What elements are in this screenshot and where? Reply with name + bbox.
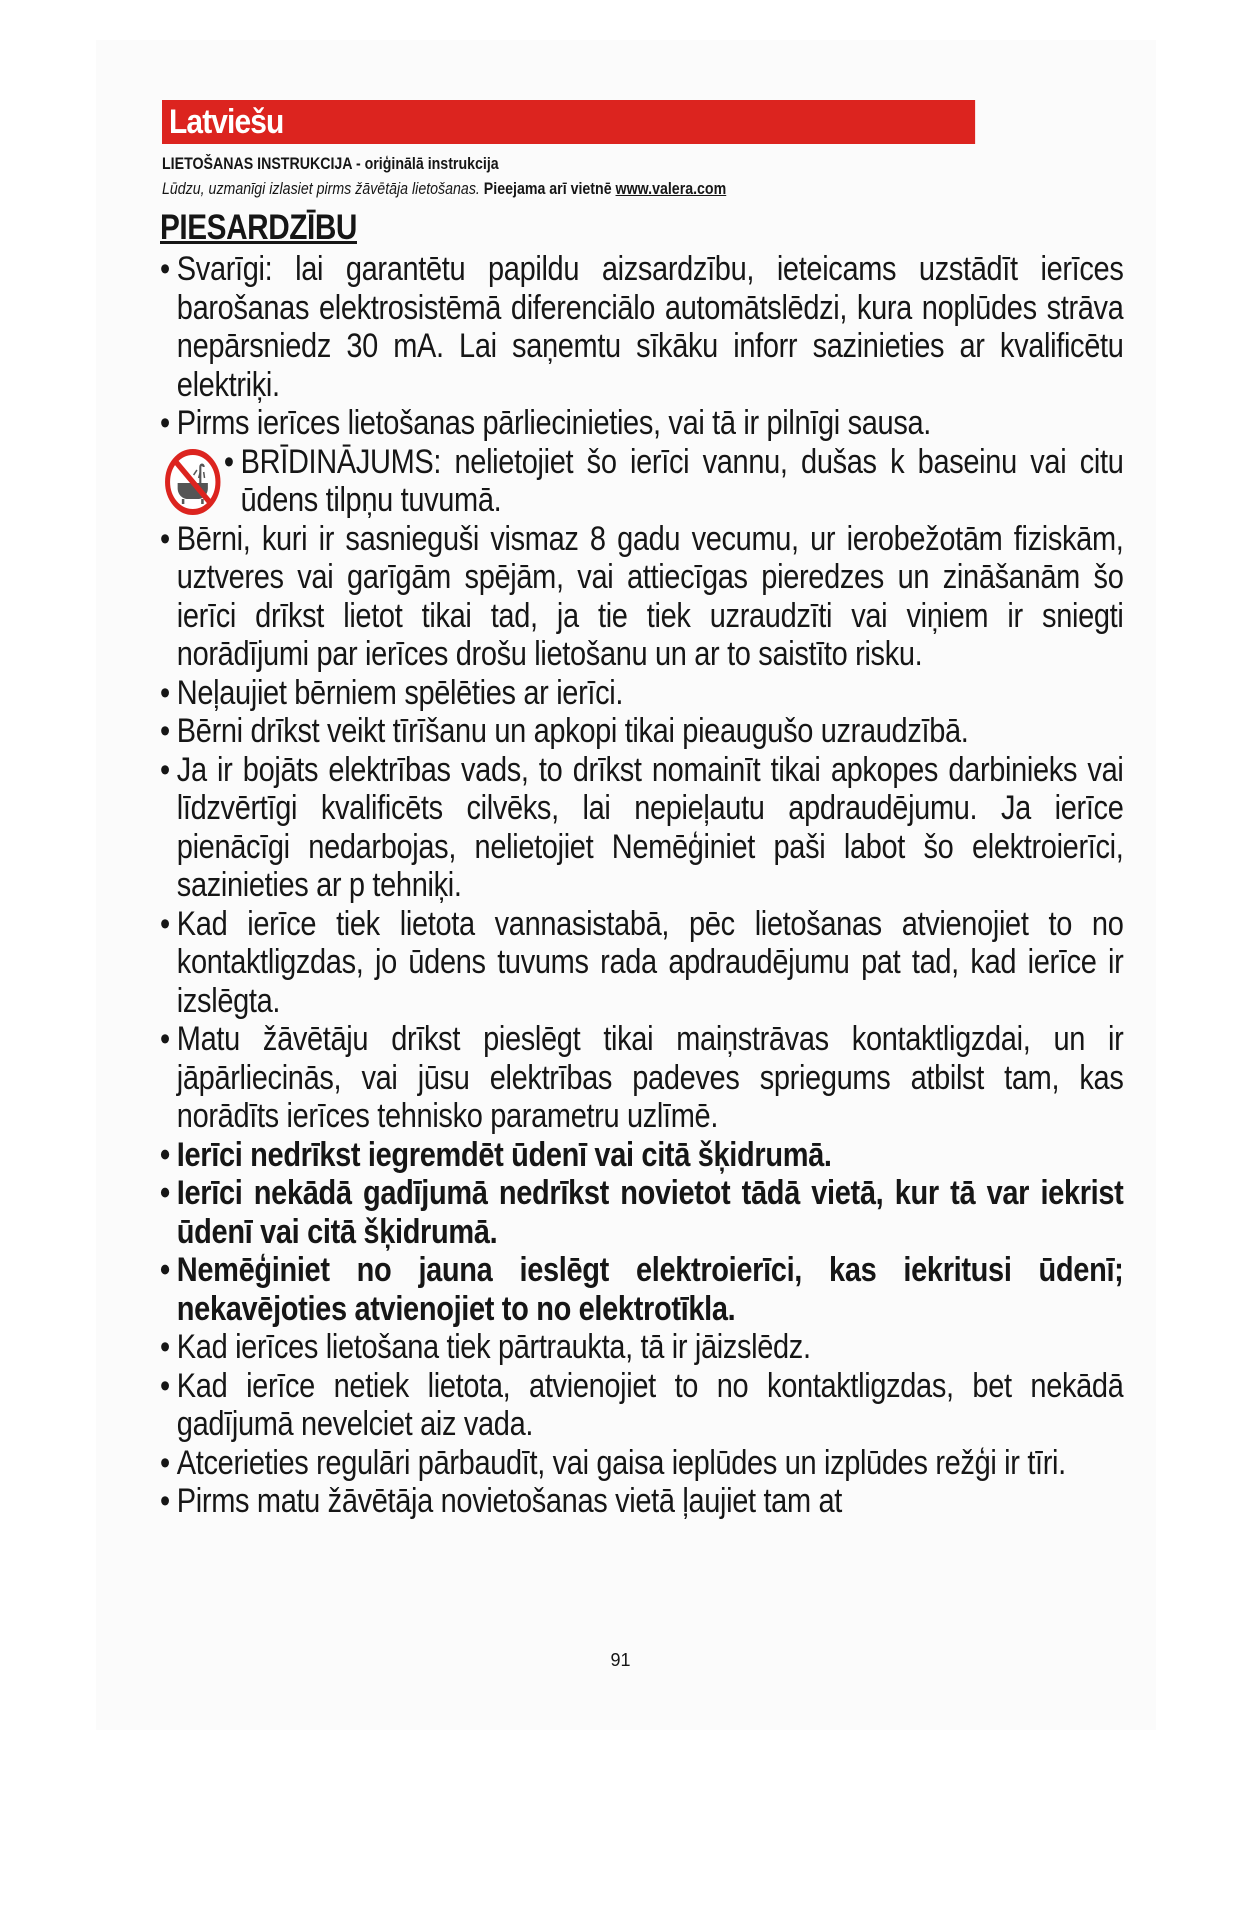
list-item: • Kad ierīces lietošana tiek pārtraukta, tā ir jāizslēdz. [160,1328,1123,1367]
section-title: PIESARDZĪBU [160,208,357,247]
warning-text: BRĪDINĀJUMS: nelietojiet šo ierīci vannu, dušas k baseinu vai citu ūdens tilpņu tuvumā. [240,442,1124,519]
list-item: • Atcerieties regulāri pārbaudīt, vai gaisa ieplūdes un izplūdes režģi ir tīri. [160,1444,1123,1483]
list-item: • Bērni drīkst veikt tīrīšanu un apkopi tikai pieaugušo uzraudzībā. [160,712,1123,751]
list-item-bold: • Ierīci nekādā gadījumā nedrīkst novietot tādā vietā, kur tā var iekrist ūdenī vai citā šķidrumā. [160,1174,1123,1251]
precautions-list [160,250,1123,1930]
no-bath-prohibition-icon [163,447,222,517]
list-item-bold: • Ierīci nedrīkst iegremdēt ūdenī vai citā šķidrumā. [160,1136,1123,1175]
list-item: • Neļaujiet bērniem spēlēties ar ierīci. [160,674,1123,713]
website-link[interactable]: www.valera.com [615,180,727,198]
intro-availability: Pieejama arī vietnē [479,180,616,198]
list-item: • Pirms ierīces lietošanas pārliecinieties, vai tā ir pilnīgi sausa. [160,404,1123,443]
instruction-subtitle: LIETOŠANAS INSTRUKCIJA - oriģinālā instrukcija [162,155,499,173]
list-item: • Matu žāvētāju drīkst pieslēgt tikai maiņstrāvas kontaktligzdai, un ir jāpārliecinās, vai jūsu elektrības padeves spriegums atbilst tam, kas norādīts ierīces tehnisko parametru uzlīmē. [160,1020,1123,1136]
list-item: • Kad ierīce netiek lietota, atvienojiet to no kontaktligzdas, bet nekādā gadījumā nevelciet aiz vada. [160,1367,1123,1444]
page-number: 91 [610,1650,631,1670]
list-item: • Bērni, kuri ir sasnieguši vismaz 8 gadu vecumu, ur ierobežotām fiziskām, uztveres vai garīgām spējām, vai attiecīgas pieredzes un zināšanām šo ierīci drīkst lietot tikai tad, ja tie tiek uzraudzīti vai viņiem ir sniegti norādījumi par ierīces drošu lietošanu un ar to saistīto risku. [160,520,1123,674]
list-item-bold: • Nemēģiniet no jauna ieslēgt elektroierīci, kas iekritusi ūdenī; nekavējoties atvienojiet to no elektrotīkla. [160,1251,1123,1328]
list-item: • Ja ir bojāts elektrības vads, to drīkst nomainīt tikai apkopes darbinieks vai līdzvērtīgi kvalificēts cilvēks, lai nepieļautu apdraudējumu. Ja ierīce pienācīgi nedarbojas, nelietojiet Nemēģiniet paši labot šo elektroierīci, sazinieties ar p tehniķi. [160,751,1123,905]
intro-read-notice: Lūdzu, uzmanīgi izlasiet pirms žāvētāja lietošanas. [162,180,480,198]
language-banner: Latviešu [162,100,975,144]
list-item: • Pirms matu žāvētāja novietošanas vietā ļaujiet tam at [160,1482,1123,1521]
list-item: • Svarīgi: lai garantētu papildu aizsardzību, ieteicams uzstādīt ierīces barošanas elektrosistēmā diferenciālo automātslēdzi, kura noplūdes strāva nepārsniedz 30 mA. Lai saņemtu sīkāku inforr sazinieties ar kvalificētu elektriķi. [160,250,1123,404]
intro-line [162,180,726,199]
list-item: • Kad ierīce tiek lietota vannasistabā, pēc lietošanas atvienojiet to no kontaktligzdas, jo ūdens tuvums rada apdraudējumu pat tad, kad ierīce ir izslēgta. [160,905,1123,1021]
list-item-warning [160,443,1123,520]
